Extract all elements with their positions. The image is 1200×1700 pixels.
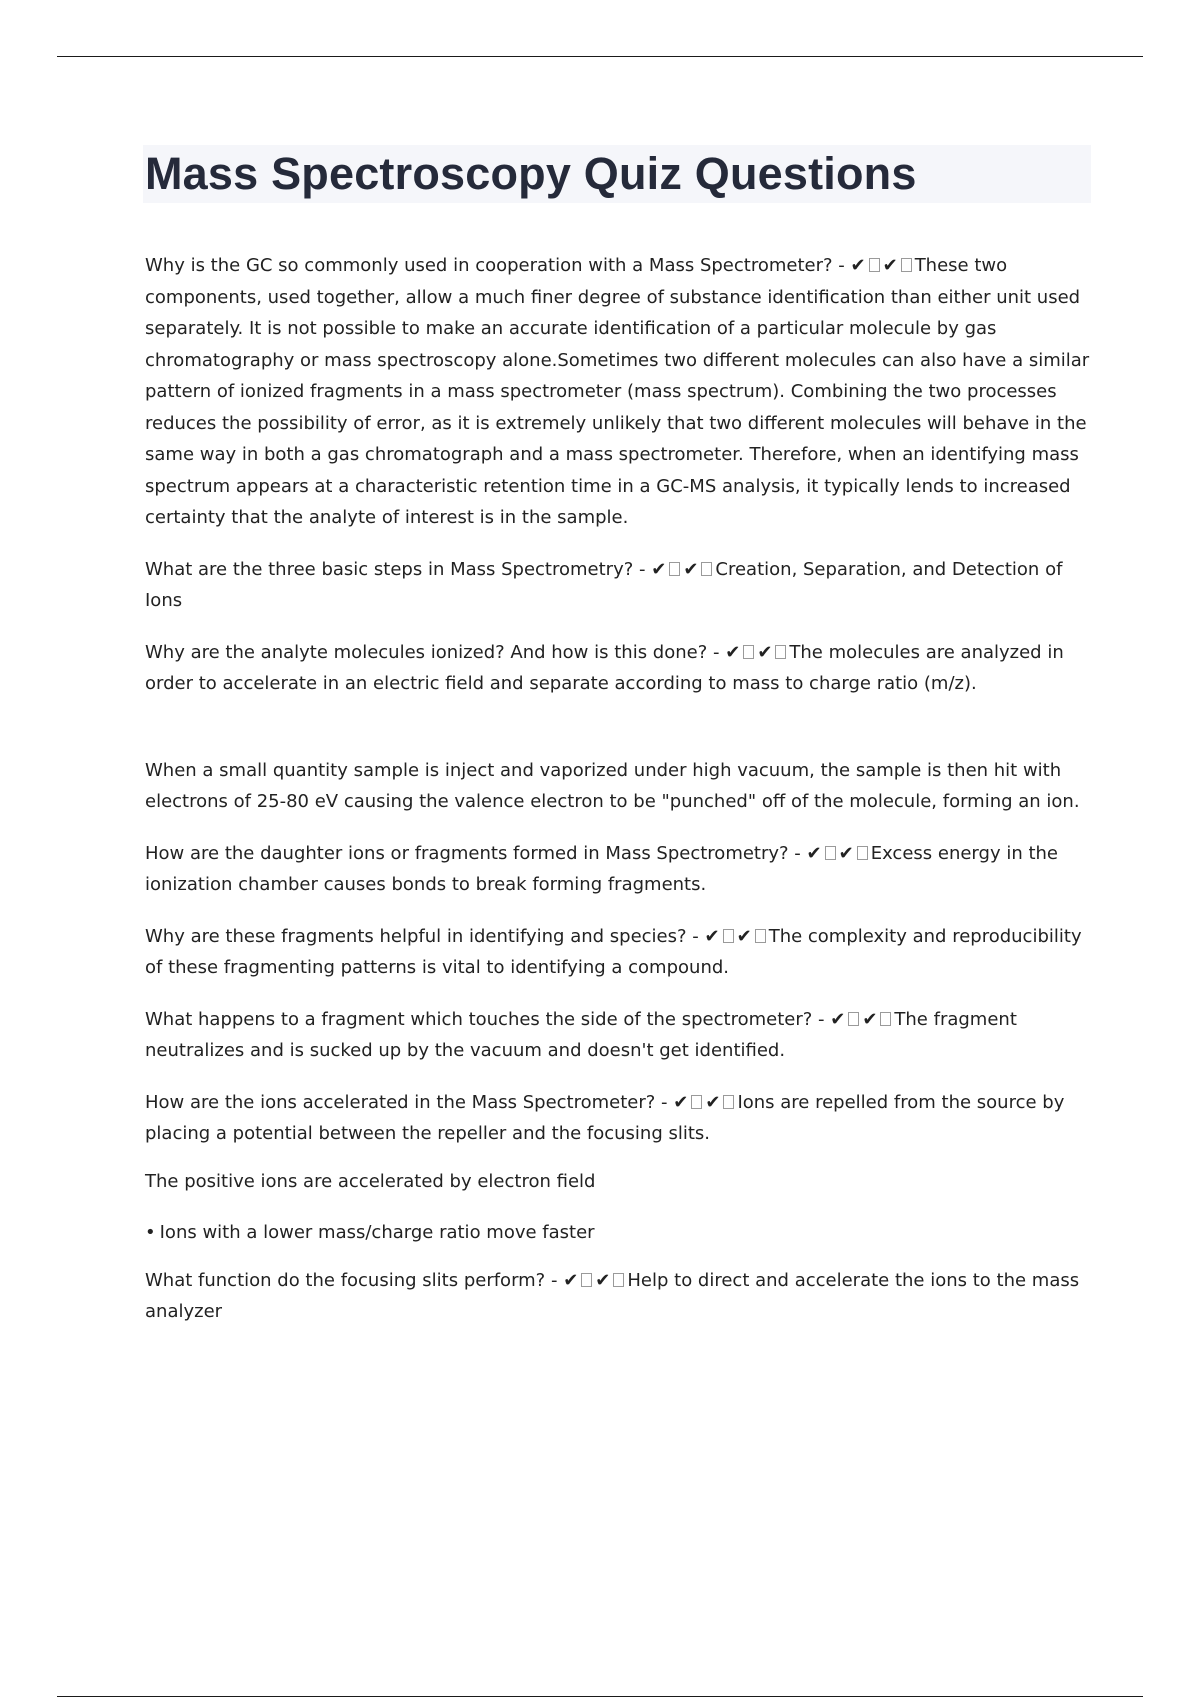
check-icon: ✔ (882, 255, 898, 276)
check-icon: ✔ (651, 558, 667, 580)
check-icon: ✔ (595, 1269, 611, 1291)
answer-text: These two components, used together, allow a much finer degree of substance identification than either unit used separately. It is not possible to make an accurate identification of a particular molecule by gas chromatography or mass spectroscopy alone.Sometimes two different molecules can also have a similar pattern of ionized fragments in a mass spectrometer (mass spectrum). Combining the two processes reduces the possibility of error, as it is extremely unlikely that two different molecules will behave in the same way in both a gas chromatograph and a mass spectrometer. Therefore, when an identifying mass spectrum appears at a characteristic retention time in a GC-MS analysis, it typically lends to increased certainty that the analyte of interest is in the sample. (145, 255, 1090, 528)
qa-item-3 (145, 637, 1090, 700)
check-icon: ✔ (705, 1091, 721, 1113)
qa-item-8 (145, 1265, 1090, 1328)
box-icon (775, 645, 786, 659)
question-text: Why are the analyte molecules ionized? And how is this done? - (145, 641, 726, 663)
continuation-paragraph: When a small quantity sample is inject and vaporized under high vacuum, the sample is then hit with electrons of 25-80 eV causing the valence electron to be "punched" off of the molecule, forming an ion. (145, 759, 1080, 812)
answer-text: Creation, Separation, and Detection of Ions (145, 558, 1063, 611)
box-icon (613, 1273, 624, 1287)
question-text: What happens to a fragment which touches the side of the spectrometer? - (145, 1008, 831, 1030)
check-icon: ✔ (736, 925, 752, 947)
check-icon: ✔ (806, 842, 822, 864)
qa-item-1 (145, 250, 1090, 534)
bullet-item (145, 1217, 1090, 1249)
box-icon (857, 846, 868, 860)
question-text: How are the daughter ions or fragments formed in Mass Spectrometry? - (145, 842, 807, 864)
top-rule (57, 56, 1143, 57)
page-title: Mass Spectroscopy Quiz Questions (145, 148, 917, 199)
qa-item-5 (145, 921, 1090, 984)
box-icon (755, 929, 766, 943)
title-banner (143, 145, 1091, 203)
check-icon: ✔ (757, 641, 773, 663)
check-icon: ✔ (673, 1091, 689, 1113)
check-icon: ✔ (862, 1008, 878, 1030)
check-icon: ✔ (850, 255, 866, 276)
question-text: What function do the focusing slits perform? - (145, 1269, 564, 1291)
check-icon: ✔ (725, 641, 741, 663)
extra-line: The positive ions are accelerated by electron field (145, 1170, 596, 1192)
qa-item-7 (145, 1087, 1090, 1150)
box-icon (581, 1273, 592, 1287)
question-text: Why is the GC so commonly used in cooperation with a Mass Spectrometer? - (145, 255, 851, 276)
box-icon (825, 846, 836, 860)
answer-text: The fragment neutralizes and is sucked up by the vacuum and doesn't get identified. (145, 1008, 1017, 1061)
bullet-icon: • (145, 1222, 156, 1243)
qa-item-2 (145, 554, 1090, 617)
bottom-rule (57, 1696, 1143, 1697)
question-text: How are the ions accelerated in the Mass Spectrometer? - (145, 1091, 674, 1113)
box-icon (901, 258, 912, 272)
box-icon (691, 1095, 702, 1109)
box-icon (848, 1012, 859, 1026)
answer-text: Excess energy in the ionization chamber causes bonds to break forming fragments. (145, 842, 1058, 895)
box-icon (701, 562, 712, 576)
check-icon: ✔ (838, 842, 854, 864)
box-icon (723, 1095, 734, 1109)
question-text: What are the three basic steps in Mass Spectrometry? - (145, 558, 652, 580)
box-icon (723, 929, 734, 943)
answer-text: The complexity and reproducibility of these fragmenting patterns is vital to identifying a compound. (145, 925, 1082, 978)
qa-item-6 (145, 1004, 1090, 1067)
check-icon: ✔ (704, 925, 720, 947)
box-icon (743, 645, 754, 659)
check-icon: ✔ (830, 1008, 846, 1030)
answer-text: Ions are repelled from the source by placing a potential between the repeller and the focusing slits. (145, 1091, 1065, 1144)
qa-item-4 (145, 838, 1090, 901)
check-icon: ✔ (683, 558, 699, 580)
bullet-text: Ions with a lower mass/charge ratio move faster (159, 1222, 595, 1243)
box-icon (669, 562, 680, 576)
answer-text: The molecules are analyzed in order to accelerate in an electric field and separate according to mass to charge ratio (m/z). (145, 641, 1064, 694)
question-text: Why are these fragments helpful in identifying and species? - (145, 925, 705, 947)
box-icon (869, 258, 880, 272)
document-body (145, 250, 1090, 1348)
box-icon (880, 1012, 891, 1026)
check-icon: ✔ (563, 1269, 579, 1291)
answer-text: Help to direct and accelerate the ions to the mass analyzer (145, 1269, 1080, 1322)
